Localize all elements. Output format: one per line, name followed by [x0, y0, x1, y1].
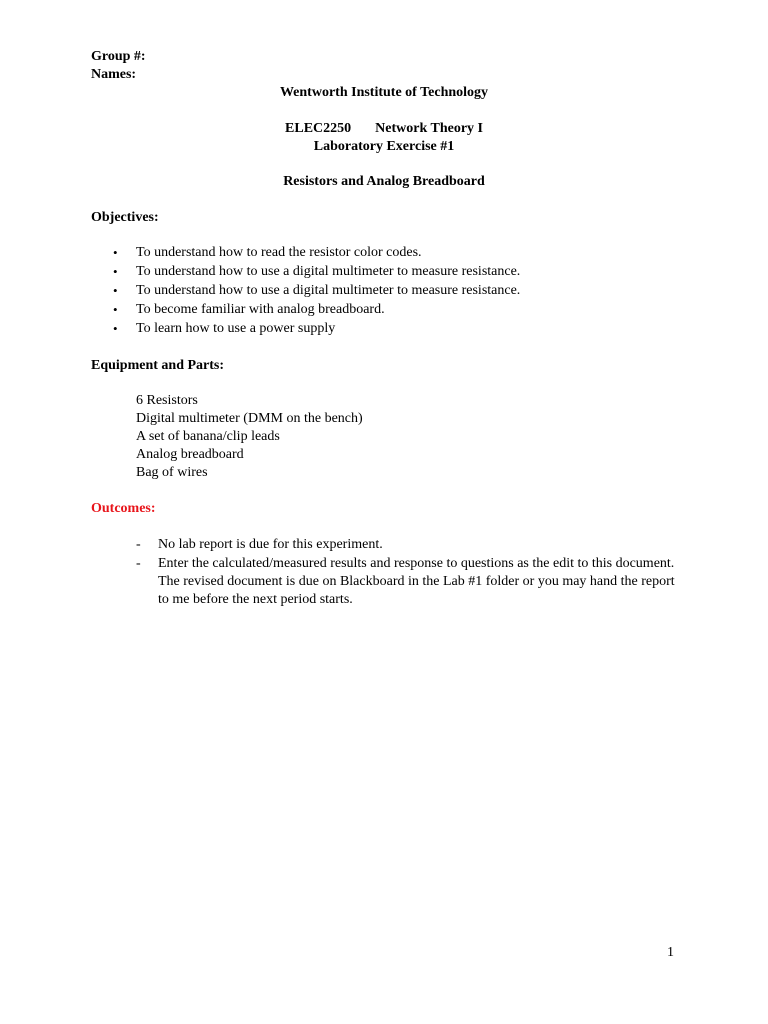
bullet-icon: •: [113, 245, 118, 260]
page-number: 1: [667, 945, 674, 960]
outcomes-list: [136, 536, 676, 609]
objectives-list: [110, 244, 520, 339]
list-item: • To understand how to read the resistor color codes.: [113, 245, 422, 260]
group-label: Group #:: [91, 49, 146, 64]
bullet-icon: •: [113, 302, 118, 317]
list-item: Analog breadboard: [136, 447, 244, 462]
list-item: • To understand how to use a digital multimeter to measure resistance.: [113, 264, 521, 279]
course-code: ELEC2250: [285, 121, 352, 136]
list-item: • To understand how to use a digital multimeter to measure resistance.: [113, 283, 521, 298]
institution-title: Wentworth Institute of Technology: [279, 85, 489, 100]
list-item: • To learn how to use a power supply: [113, 321, 336, 336]
objectives-heading: Objectives:: [91, 210, 159, 225]
list-item: • To become familiar with analog breadboard.: [113, 302, 385, 317]
list-item: A set of banana/clip leads: [136, 429, 280, 444]
course-name: Network Theory I: [375, 121, 483, 136]
outcomes-heading: Outcomes:: [91, 501, 156, 516]
equipment-list: [136, 392, 363, 482]
list-item: Digital multimeter (DMM on the bench): [136, 411, 363, 426]
exercise-title: Laboratory Exercise #1: [313, 139, 455, 154]
lab-title: Resistors and Analog Breadboard: [283, 174, 485, 189]
bullet-icon: •: [113, 264, 118, 279]
bullet-icon: •: [113, 321, 118, 336]
list-item: Bag of wires: [136, 465, 208, 480]
list-item: 6 Resistors: [136, 393, 198, 408]
names-label: Names:: [91, 67, 137, 82]
list-item: - Enter the calculated/measured results and response to questions as the edit to this document. The revised document is due on Blackboard in the Lab #1 folder or you may hand the report to me before the next period starts.: [136, 556, 675, 607]
dash-icon: -: [136, 556, 141, 571]
bullet-icon: •: [113, 283, 118, 298]
dash-icon: -: [136, 537, 141, 552]
list-item: - No lab report is due for this experiment.: [136, 537, 383, 552]
equipment-heading: Equipment and Parts:: [91, 358, 225, 373]
course-title: [0, 120, 768, 138]
